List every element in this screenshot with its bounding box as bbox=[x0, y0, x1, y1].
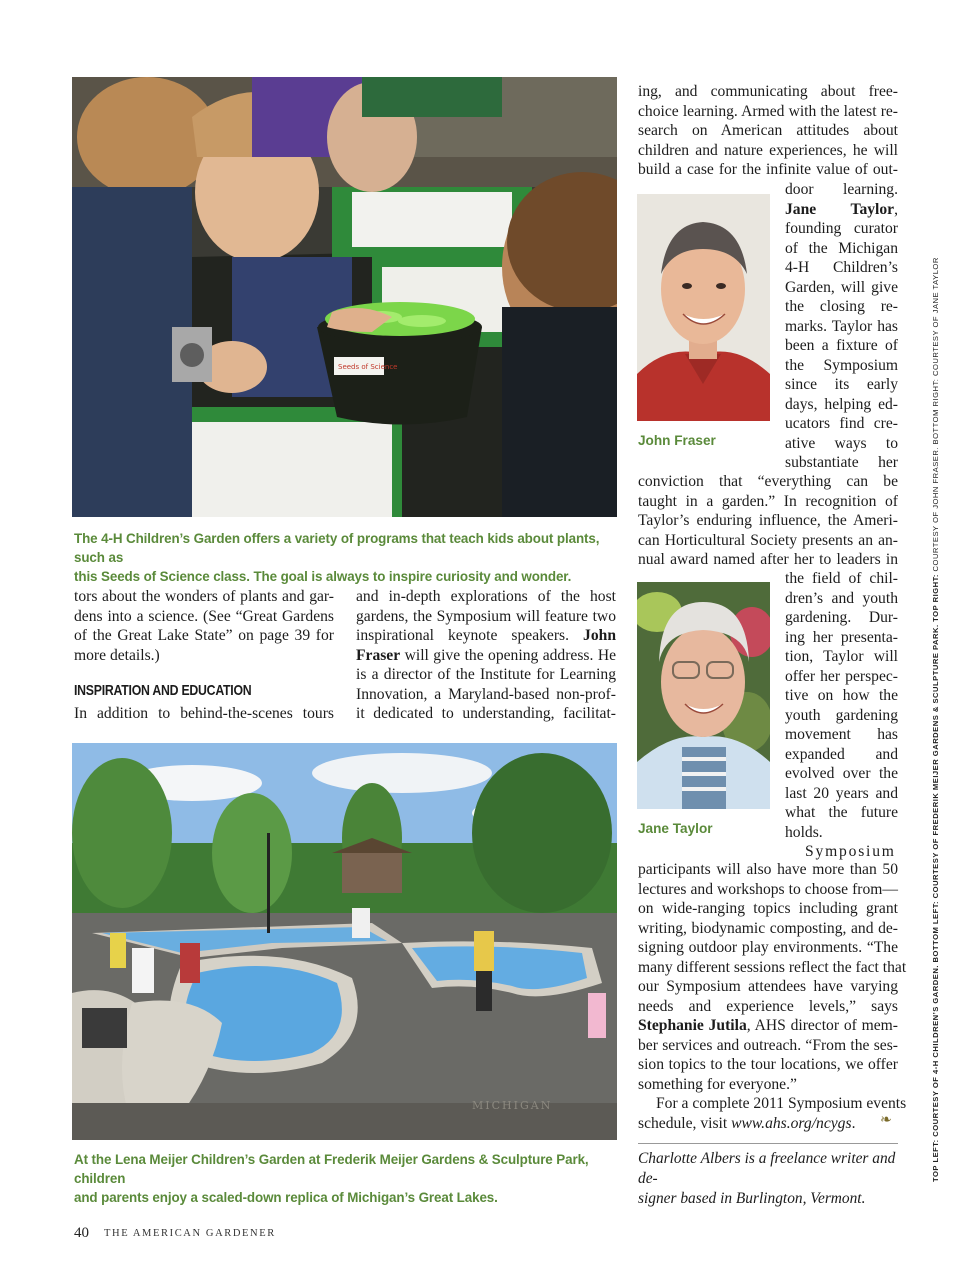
john-fraser-bold-2: Fraser bbox=[356, 646, 401, 664]
col3-line: dren’s and youth bbox=[785, 589, 898, 607]
col3-line: last 20 years and bbox=[785, 784, 898, 802]
column-3-top bbox=[638, 82, 898, 180]
col3-line: something for everyone.” bbox=[638, 1075, 797, 1093]
caption-top-line2: this Seeds of Science class. The goal is always to inspire curiosity and wonder. bbox=[74, 569, 572, 584]
col3-line: conviction that “everything can be bbox=[638, 473, 898, 490]
col3-line: ative ways to bbox=[785, 434, 898, 452]
photo-credits-bold: TOP LEFT: COURTESY OF 4-H CHILDREN’S GARDEN. BOTTOM LEFT: COURTESY OF FREDERIK MEIJER GARDENS & SCULPTURE PARK. TOP RIGHT: bbox=[931, 574, 940, 1182]
column-3-bottom bbox=[638, 860, 907, 1133]
col3-text: , bbox=[894, 200, 898, 218]
col3-line: ucators find cre- bbox=[785, 415, 898, 432]
col3-line: participants will also have more than 50 bbox=[638, 861, 898, 878]
col3-line: holds. bbox=[785, 823, 823, 841]
byline-rule bbox=[638, 1143, 898, 1144]
photo-great-lakes-replica bbox=[72, 743, 617, 1140]
col3-line: ing, and communicating about free- bbox=[638, 83, 898, 100]
col3-line bbox=[638, 1114, 898, 1134]
col2-line: and in-depth explorations of the host bbox=[356, 588, 616, 605]
col3-line: taught in a garden.” In recognition of bbox=[638, 492, 898, 510]
col1-line: of the Great Lake State” on page 39 for bbox=[74, 627, 334, 644]
john-fraser-bold-1: John bbox=[583, 627, 616, 644]
col3-line: tion, Taylor will bbox=[785, 648, 898, 665]
caption-john-fraser: John Fraser bbox=[638, 433, 716, 448]
col3-line: Taylor’s enduring influence, the Ameri- bbox=[638, 512, 898, 529]
col3-line: nual award named after her to leaders in bbox=[638, 551, 898, 568]
col3-line: ing her presenta- bbox=[785, 628, 898, 646]
col2-text: inspirational keynote speakers. bbox=[356, 627, 569, 644]
col3-line: the closing re- bbox=[785, 298, 898, 315]
col3-line: many different sessions reflect the fact that bbox=[638, 958, 907, 976]
col3-line: youth gardening bbox=[785, 706, 898, 724]
col3-line: Garden, will give bbox=[785, 278, 898, 296]
col3-text: , AHS director of mem- bbox=[746, 1017, 898, 1034]
portrait-jane-taylor bbox=[637, 582, 770, 809]
col3-text: . bbox=[851, 1114, 856, 1132]
column-3-wrap-2 bbox=[785, 569, 898, 862]
col3-line: expanded and bbox=[785, 745, 898, 763]
col3-line bbox=[785, 200, 898, 220]
col3-line: substantiate her bbox=[785, 454, 898, 471]
col3-line: of the Michigan bbox=[785, 239, 898, 257]
caption-bottom-line1: At the Lena Meijer Children’s Garden at Frederik Meijer Gardens & Sculpture Park, children bbox=[74, 1152, 589, 1186]
col3-line: gardening. Dur- bbox=[785, 609, 898, 626]
col3-line: sion topics to the tour locations, we offer bbox=[638, 1056, 898, 1073]
col3-line: since its early bbox=[785, 376, 898, 393]
col3-line: needs and experience levels,” says bbox=[638, 997, 898, 1015]
column-1 bbox=[74, 587, 334, 665]
col3-line: search on American attitudes about bbox=[638, 122, 898, 139]
photo-credits-normal: COURTESY OF JOHN FRASER. BOTTOM RIGHT: COURTESY OF JANE TAYLOR bbox=[931, 257, 940, 575]
magazine-title: THE AMERICAN GARDENER bbox=[104, 1228, 276, 1239]
col2-line: is a director of the Institute for Learning bbox=[356, 666, 616, 683]
col3-line: For a complete 2011 Symposium events bbox=[656, 1095, 907, 1112]
col3-text: schedule, visit bbox=[638, 1114, 728, 1132]
jane-taylor-bold: Jane Taylor bbox=[785, 200, 895, 218]
col2-line bbox=[356, 646, 616, 666]
column-3-mid bbox=[638, 472, 898, 570]
stephanie-jutila-bold: Stephanie Jutila bbox=[638, 1017, 747, 1034]
section-heading: INSPIRATION AND EDUCATION bbox=[74, 682, 252, 699]
photo-seeds-of-science-art bbox=[72, 77, 617, 517]
ahs-url-link[interactable]: www.ahs.org/ncygs bbox=[731, 1114, 852, 1132]
col3-line: children and nature experiences, he will bbox=[638, 141, 898, 159]
col3-line: been a fixture of bbox=[785, 337, 898, 354]
photo-seeds-of-science bbox=[72, 77, 617, 517]
col3-line: evolved over the bbox=[785, 765, 898, 782]
col3-line bbox=[638, 1016, 898, 1036]
col3-line: offer her perspec- bbox=[785, 667, 898, 685]
author-byline bbox=[638, 1149, 900, 1209]
byline-line1: Charlotte Albers is a freelance writer and de- bbox=[638, 1150, 896, 1187]
col3-line: the Symposium bbox=[785, 356, 898, 374]
caption-jane-taylor: Jane Taylor bbox=[638, 821, 713, 836]
col1-line: tors about the wonders of plants and gar- bbox=[74, 588, 334, 605]
col3-line: our Symposium attendees have varying bbox=[638, 978, 898, 995]
col3-line: signing outdoor play environments. “The bbox=[638, 939, 898, 956]
col3-line: build a case for the infinite value of out- bbox=[638, 161, 898, 178]
caption-top-line1: The 4-H Children’s Garden offers a variety of programs that teach kids about plants, such as bbox=[74, 531, 600, 565]
col3-line: 4-H Children’s bbox=[785, 259, 898, 276]
byline-line2: signer based in Burlington, Vermont. bbox=[638, 1190, 866, 1207]
col2-line: gardens, the Symposium will feature two bbox=[356, 607, 616, 625]
col3-line: marks. Taylor has bbox=[785, 317, 898, 335]
col3-line: writing, biodynamic composting, and de- bbox=[638, 919, 898, 937]
col3-line: lectures and workshops to choose from— bbox=[638, 880, 898, 898]
caption-top-photo bbox=[74, 529, 622, 586]
col2-line bbox=[356, 626, 616, 646]
column-3-wrap-1 bbox=[785, 180, 898, 473]
col3-line: founding curator bbox=[785, 220, 898, 237]
col1-line: In addition to behind-the-scenes tours bbox=[74, 705, 334, 722]
col3-line: on wide-ranging topics including grant bbox=[638, 900, 898, 917]
col3-line: days, helping ed- bbox=[785, 395, 898, 413]
pot-label: Seeds of Science bbox=[338, 363, 398, 371]
col1-line: more details.) bbox=[74, 646, 160, 664]
col2-text: will give the opening address. He bbox=[404, 646, 616, 664]
michigan-label: MICHIGAN bbox=[472, 1099, 553, 1112]
col3-line: Symposium bbox=[805, 843, 896, 860]
portrait-jane-taylor-art bbox=[637, 582, 770, 809]
col3-line: the field of chil- bbox=[785, 570, 898, 587]
col2-line: Innovation, a Maryland-based non-prof- bbox=[356, 685, 616, 703]
caption-bottom-line2: and parents enjoy a scaled-down replica of Michigan’s Great Lakes. bbox=[74, 1190, 498, 1205]
page-number: 40 bbox=[74, 1225, 89, 1241]
end-ornament-icon: ❧ bbox=[880, 1112, 892, 1128]
portrait-john-fraser bbox=[637, 194, 770, 421]
col1-line: dens into a science. (See “Great Gardens bbox=[74, 607, 334, 625]
portrait-john-fraser-art bbox=[637, 194, 770, 421]
col3-line: choice learning. Armed with the latest re- bbox=[638, 102, 898, 120]
col3-line: tive on how the bbox=[785, 687, 898, 704]
col3-line: ber services and outreach. “From the ses- bbox=[638, 1036, 898, 1054]
photo-credits bbox=[931, 257, 940, 1182]
column-2 bbox=[356, 587, 616, 724]
column-1-continued bbox=[74, 704, 334, 724]
caption-bottom-photo bbox=[74, 1150, 622, 1207]
col3-line: door learning. bbox=[785, 181, 898, 198]
col3-line: what the future bbox=[785, 804, 898, 821]
photo-great-lakes-art bbox=[72, 743, 617, 1140]
col3-line: movement has bbox=[785, 726, 898, 743]
col2-line: it dedicated to understanding, facilitat- bbox=[356, 705, 616, 722]
col3-line: can Horticultural Society presents an an- bbox=[638, 531, 898, 549]
